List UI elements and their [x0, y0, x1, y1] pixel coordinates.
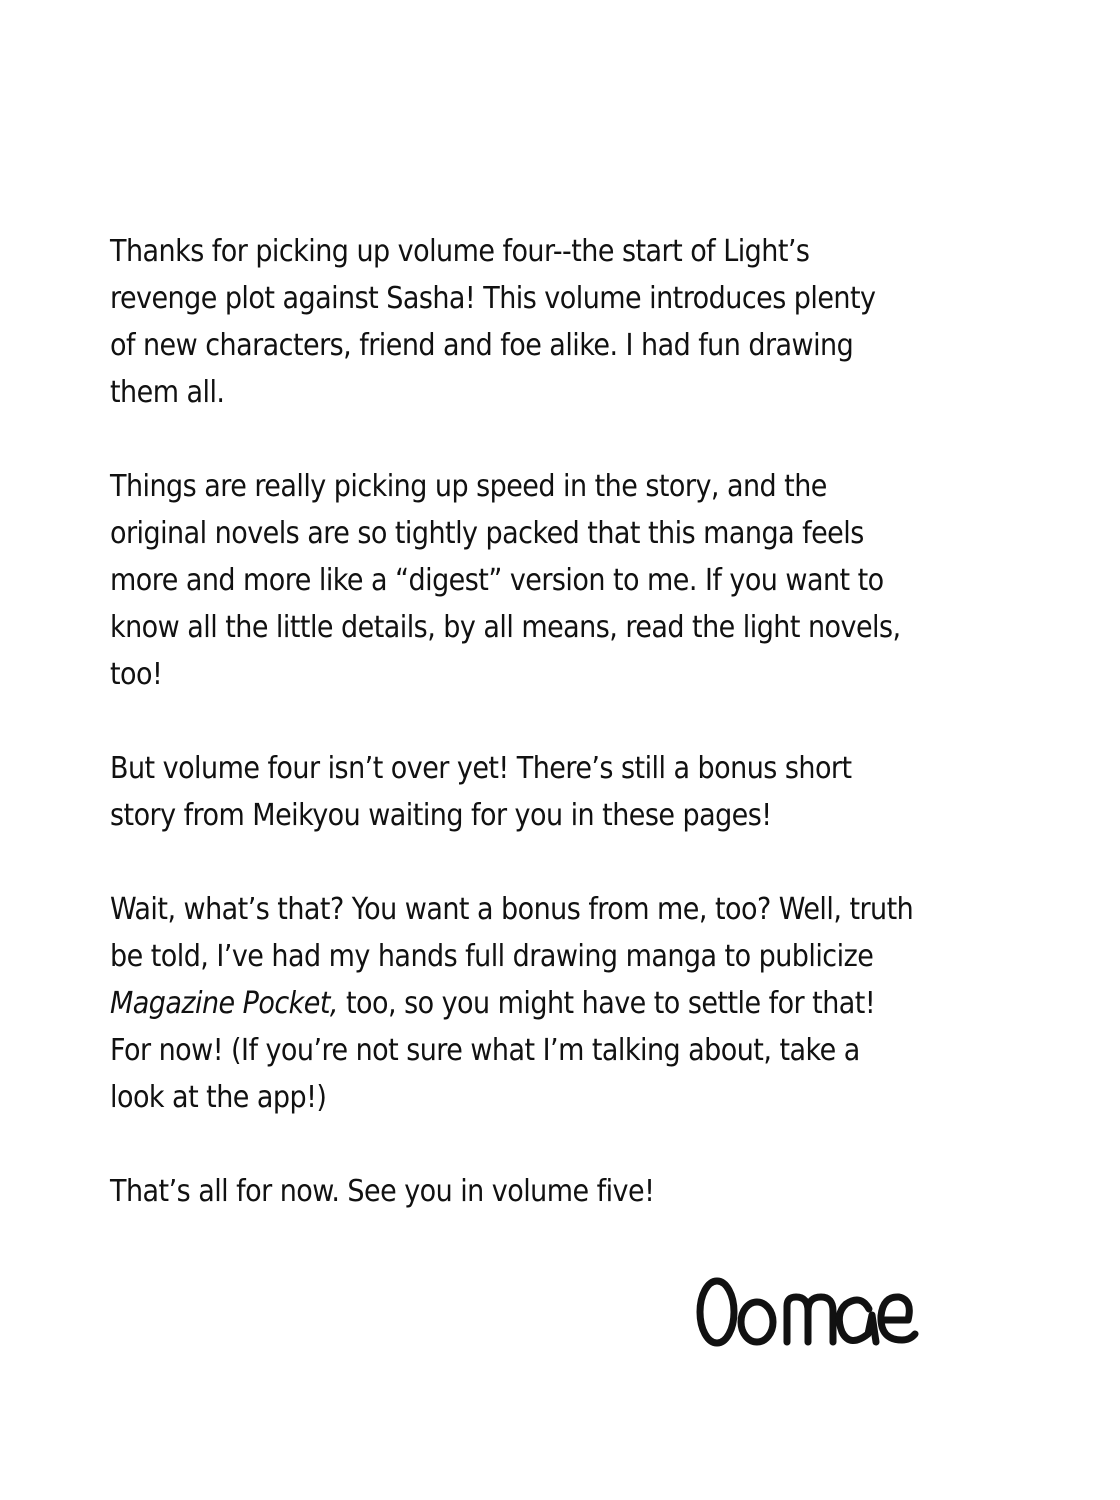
text-line: Thanks for picking up volume four--the start of Light’s: [110, 234, 810, 269]
text-line: original novels are so tightly packed that this manga feels: [110, 516, 864, 551]
text-line: them all.: [110, 375, 225, 410]
text-line: story from Meikyou waiting for you in these pages!: [110, 798, 772, 833]
paragraph-5: [110, 1168, 992, 1215]
text-line: be told, I’ve had my hands full drawing manga to publicize: [110, 939, 874, 974]
text-line: Wait, what’s that? You want a bonus from me, too? Well, truth: [110, 892, 914, 927]
text-line: of new characters, friend and foe alike. I had fun drawing: [110, 328, 854, 363]
paragraph-1: [110, 228, 992, 416]
paragraph-2: [110, 463, 992, 698]
text-fragment: too, so you might have to settle for that!: [337, 986, 876, 1021]
text-line: revenge plot against Sasha! This volume introduces plenty: [110, 281, 876, 316]
text-line: Things are really picking up speed in the story, and the: [110, 469, 827, 504]
text-line: more and more like a “digest” version to me. If you want to: [110, 563, 884, 598]
paragraph-3: [110, 745, 992, 839]
author-signature: [695, 1258, 935, 1358]
text-line: know all the little details, by all means, read the light novels,: [110, 610, 901, 645]
paragraph-4: [110, 886, 992, 1121]
text-line: That’s all for now. See you in volume five!: [110, 1174, 655, 1209]
text-line: look at the app!): [110, 1080, 327, 1115]
afterword-text: [110, 228, 990, 1262]
text-line: But volume four isn’t over yet! There’s still a bonus short: [110, 751, 852, 786]
text-line: For now! (If you’re not sure what I’m talking about, take a: [110, 1033, 860, 1068]
text-line: too!: [110, 657, 163, 692]
text-line-with-italic: [110, 980, 992, 1027]
magazine-title: Magazine Pocket,: [110, 986, 338, 1021]
